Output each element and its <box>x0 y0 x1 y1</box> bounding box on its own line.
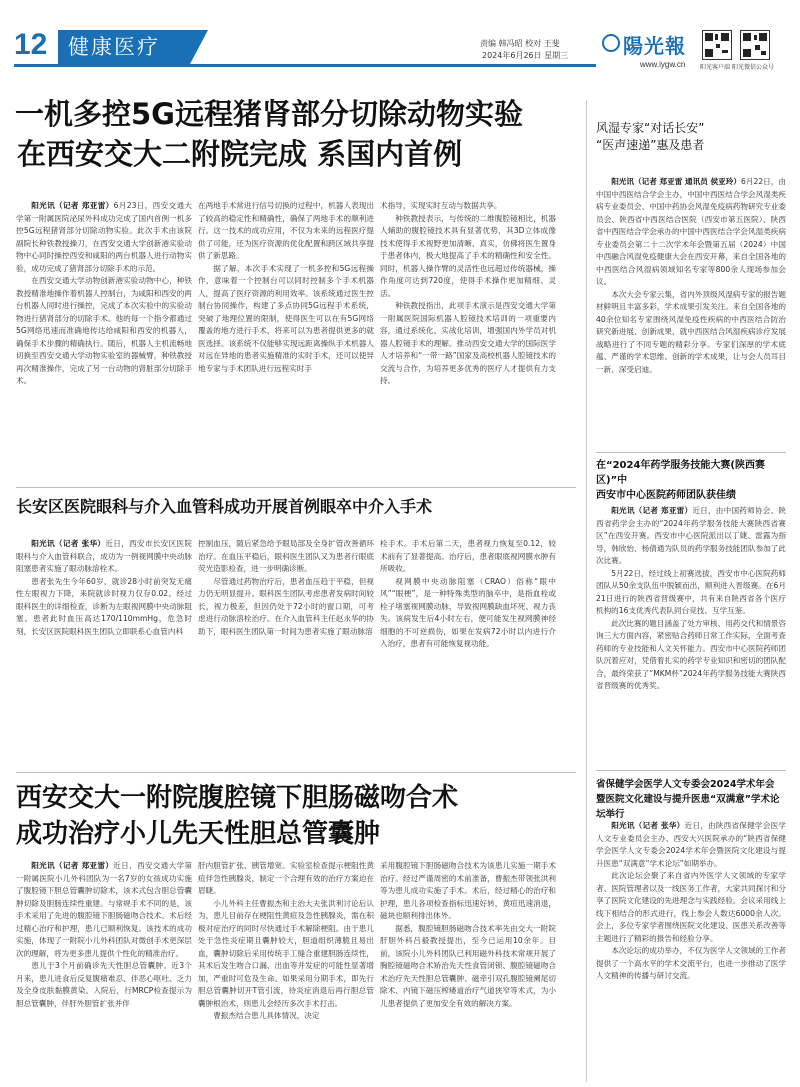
editors-credit: 责编 韩冯昭 校对 王斐 <box>480 39 560 48</box>
divider <box>596 452 786 453</box>
side2-body: 阳光讯（记者 郑亚雷）近日，由中国药师协会、陕西省药学会主办的“2024年药学服务技能大赛陕西省赛区”在西安开赛。西安市中心医院派出以丁婕、雷露为指导，韩欣怡、杨倩通为队员的药学服务技能团队参加了此次比赛。 5月22日，经过线上初赛选拔，西安市中心医院药师团队从50余支队伍中脱颖而出，顺利进入晋级赛。在6月21日进行的陕西省晋级赛中，共有来自陕西省各个医疗机构的16支优秀代表队同台竞技、互学互鉴。 此次比赛的题目涵盖了处方审核、用药交代和情景咨询三大方面内容，紧密贴合药师日常工作实际，全面考查药师的专业技能和人文关怀能力。西安市中心医院药师团队沉着应对，凭借着扎实的药学专业知识和密切的团队配合，最终荣获了“MKM杯”2024年药学服务技能大赛陕西省晋级赛的优秀奖。 <box>596 506 786 690</box>
article3-headline <box>16 780 581 852</box>
qr-code-icon <box>740 30 770 60</box>
qr1-label: 阳光客户端 <box>700 64 731 71</box>
site-url[interactable]: www.iygw.cn <box>640 60 686 69</box>
side1-title-line1: 风湿专家“对话长安” <box>596 121 705 135</box>
masthead-logo: 陽光報 <box>623 34 686 58</box>
side3-title-line2: 暨医院文化建设与提升医患“双满意”学术论坛举行 <box>596 794 780 820</box>
divider <box>16 487 576 488</box>
article2-column-3: 栓手术。手术后第二天，患者视力恢复至0.12，较术前有了显著提高。治疗后，患者眼底视网膜水肿有所吸收。 视网膜中央动脉阻塞（CRAO）俗称“眼中风”“眼梗”，是一种特殊类型的脑卒中，是指血栓或栓子堵塞视网膜动脉，导致视网膜缺血坏死、视力丧失。该病发生后4小时左右，便可能发生视网膜神经细胞的不可逆损伤，如果在发病72小时以内进行介入治疗，患者有可能恢复视功能。 <box>380 539 556 648</box>
article3-title-line2: 成功治疗小儿先天性胆总管囊肿 <box>16 819 381 849</box>
article1-byline: 阳光讯（记者 郑亚雷） <box>31 201 114 210</box>
side2-title-line1: 在“2024年药学服务技能大赛(陕西赛区)”中 <box>596 460 765 486</box>
article1-headline <box>15 94 580 174</box>
article2-byline: 阳光讯（记者 张华） <box>31 539 106 548</box>
side1-body: 阳光讯（记者 郑亚雷 通讯员 侯亚玲）6月22日，由中国中西医结合学会主办，中国中西医结合学会风湿类疾病专业委员会、中国中药协会风湿免疫病药物研究专业委员会、陕西省中西医结合医院（西安市第五医院）、陕西省中西医结合学会承办的中国中西医结合学会风湿类疾病专业委员会第二十二次学术年会暨第五届（2024）中国中西融合风湿免疫健康大会在西安开幕，来自全国各地的中西医结合风湿病领域知名专家等800余人现场参加会议。 本次大会专家云集，省内外顶级风湿病专家的报告题材鲜明且丰富多彩，学术成果引发关注。来自全国各地的40余位知名专家围绕风湿免疫性疾病的中西医结合防治研究新进展、创新成果，就中西医结合风湿疾病诊疗发展战略进行了不同专题的精彩分享。专家们深厚的学术底蕴、严谨的学术思维、创新的学术成果，让与会人员耳目一新、深受启迪。 <box>596 177 786 374</box>
article3-column-3: 采用腹腔镜下胆肠磁吻合技术为该患儿实施一期手术治疗。经过严谨周密的术前准备，曹振杰带领张洪利等为患儿成功实施了手术。术后，经过精心的治疗和护理，患儿各项检查指标迅速好转，黄疸迅速消退，磁块也顺利排出体外。 据悉，腹腔镜胆肠磁吻合技术率先由交大一附院肝胆外科吕毅教授提出，至今已运用10余年。目前，该院小儿外科团队已利用磁外科技术常规开展了胸腔镜磁吻合术矫治先天性食管闭锁、腹腔镜磁吻合术治疗先天性胆总管囊肿、磁牵引双孔腹腔镜阑尾切除术、内镜下磁压榨痿道治疗气道狭窄等术式，为小儿患者提供了更加安全有效的解决方案。 <box>380 861 556 1008</box>
article2-title: 长安区医院眼科与介入血管科成功开展首例眼卒中介入手术 <box>16 497 433 516</box>
article3-byline: 阳光讯（记者 郑亚雷） <box>31 861 114 870</box>
article1-title-line2: 在西安交大二附院完成 系国内首例 <box>17 137 463 171</box>
article2-column-1: 阳光讯（记者 张华）近日，西安市长安区医院眼科与介入血管科联合，成功为一例视网膜中央动脉阻塞患者实施了眼动脉溶栓术。 患者张先生今年60岁，就诊28小时前突发无痛性左眼视力下降，来院就诊时视力仅存0.02。经过眼科医生的详细检查，诊断为左眼视网膜中央动脉阻塞。患者此时血压高达170/110mmHg，危急时刻，长安区医院眼科医生团队立即联系心血管内科 <box>16 539 192 636</box>
article3-column-2: 肝内胆管扩张、胰管增宽。实验室检查提示梗阻性黄疸伴急性胰腺炎，制定一个合理有效的治疗方案迫在眉睫。 小儿外科主任曹振杰和主治大夫张洪利讨论后认为，患儿目前存在梗阻性黄疸及急性胰腺炎，需在积极对症治疗的同时尽快通过手术解除梗阻。由于患儿处于急性炎症期且囊肿较大，胆道组织薄脆且易出血，囊肿切除后采用传统手工缝合重建胆肠连续性，其术后发生吻合口漏、出血等并发症的可能性显著增加，严重时可危及生命。如果采用分期手术，即先行胆总管囊肿切开T管引流，待炎症消退后再行胆总管囊肿根治术，则患儿会经历多次手术打击。 曹振杰结合患儿具体情况，决定 <box>198 861 374 1020</box>
side2-byline: 阳光讯（记者 郑亚雷） <box>611 506 693 515</box>
divider <box>16 772 576 773</box>
side1-byline: 阳光讯（记者 郑亚雷 通讯员 侯亚玲） <box>611 177 742 186</box>
article1-title-line1: 一机多控5G远程猪肾部分切除动物实验 <box>15 97 523 131</box>
page-number: 12 <box>14 28 48 61</box>
side3-body: 阳光讯（记者 张华）近日，由陕西省保健学会医学人文专业委员会主办、西安大兴医院承办的“陕西省保健学会医学人文专委会2024学术年会暨医院文化建设与提升医患“双满意”学术论坛”如期举办。 此次论坛会聚了来自省内外医学人文领域的专家学者、医院管理者以及一线医务工作者，大家共同探讨和分享了医院文化建设的先进理念与实践经验。会议采用线上线下相结合的形式进行，线上参会人数达6000余人次。会上，多位专家学者围绕医院文化建设、医患关系改善等主题进行了精彩的报告和经验分享。 本次论坛的成功举办，不仅为医学人文领域的工作者提供了一个高水平的学术交流平台，也进一步推动了医学人文精神的传播与研讨交流。 <box>596 821 786 980</box>
divider <box>596 770 786 771</box>
masthead-seal-icon <box>602 34 620 52</box>
header-underline <box>14 64 596 67</box>
article1-column-2: 在两地手术常进行信号切换的过程中，机器人表现出了较高的稳定性和精确性，确保了两地手术的顺利进行。这一技术的成功应用，不仅为未来的远程医疗提供了可能，还为医疗资源的优化配置和跨区域共享提供了新思路。 据了解，本次手术实现了一机多控和5G远程操作，意味着一个控制台可以同时控制多个手术机器人，提高了医疗资源的利用效率。该系统通过医生控制台协同操作，构建了多点协同5G远程手术系统，突破了地理位置的限制，使得医生可以在有5G网络覆盖的地方进行手术，将来可以为患者提供更多的就医选择。该系统不仅能够实现远距离操纵手术机器人对远在异地的患者实施精准的实时手术，还可以使异地专家与手术团队进行远程实时手 <box>198 201 374 373</box>
side1-title-line2: “医声速递”惠及患者 <box>596 138 705 152</box>
side3-headline <box>596 777 788 822</box>
qr2-label: 阳光微信公众号 <box>732 64 775 71</box>
side2-title-line2: 西安市中心医院药师团队获佳绩 <box>596 490 736 501</box>
section-title: 健康医疗 <box>68 35 160 59</box>
page-header <box>0 0 800 80</box>
article1-column-3: 术指导，实现实时互动与数据共享。 种铁教授表示，与传统的二维腹腔镜相比，机器人辅助的腹腔镜技术具有显著优势，其3D立体成像技术使得手术视野更加清晰、真实，仿佛将医生置身于患者体内，极大地提高了手术的精确性和安全性。同时，机器人操作臂的灵活性也远超过传统器械，操作角度可达到720度，使得手术操作更加精细、灵活。 种铁教授指出，此项手术演示是西安交通大学第一附属医院国际机器人腔镜技术培训的一项重要内容，通过系统化、实战化培训，增强国内外学员对机器人腔镜手术的理解。推动西安交通大学的国际医学人才培养和“一带一路”国家及高校机器人腔镜技术的交流与合作，为培养更多优秀的医疗人才提供有力支持。 <box>380 201 556 385</box>
article3-title-line1: 西安交大一附院腹腔镜下胆肠磁吻合术 <box>16 783 459 813</box>
sidebar-separator <box>586 100 587 1082</box>
article3-column-1: 阳光讯（记者 郑亚雷）近日，西安交通大学第一附属医院小儿外科团队为一名7岁的女孩成功实施了腹腔镜下胆总管囊肿切除术，该术式包含胆总管囊肿切除及胆肠连续性重建。与常规手术不同的是，该手术采用了先进的腹腔镜下胆肠磁吻合技术。术后经过精心治疗和护理，患儿已顺利恢复。该技术的成功实施，体现了一附院小儿外科团队对微创手术更深层次的理解，将为更多患儿提供个性化的精准治疗。 患儿于3个月前确诊先天性胆总管囊肿。近3个月来，患儿进食后反复腹痛难忍、伴恶心呕吐、乏力及全身皮肤黏膜黄染。入院后，行MRCP检查提示为胆总管囊肿，伴肝外胆管扩张并伴 <box>16 861 192 1008</box>
article1-column-1: 阳光讯（记者 郑亚雷）6月23日，西安交通大学第一附属医院泌尿外科成功完成了国内首例一机多控5G远程猪肾部分切除动物实验。此次手术由该院副院长种铁教授操刀，在西安交通大学创新港实验动物中心同时操控西安和咸阳的两台机器人进行动物实验，成功完成了猪肾部分切除手术的示范。 在西安交通大学动物创新港实验动物中心，种铁教授精准地操作着机器人控制台，为咸阳和西安的两台机器人同时进行操控，完成了本次实验中的实验动物进行猪肾部分的切除手术。他的每一个指令都通过5G网络迅速而准确地传达给咸阳和西安的机器人，确保手术步骤的精确执行。随后，机器人主机流畅地切换至西安交通大学动物实验室的器械臂，种铁教授再次精准操作，完成了另一台动物的肾脏部分切除手术。 <box>16 201 192 385</box>
side3-byline: 阳光讯（记者 张华） <box>611 821 685 830</box>
side2-headline <box>596 458 788 503</box>
article2-column-2: 控制血压，随后紧急给予眼局部及全身扩管改善循环治疗。在血压平稳后，眼科医生团队又为患者行眼底荧光造影检查，进一步明确诊断。 尽管通过药物治疗后，患者血压趋于平稳，但视力仍无明显提升。眼科医生团队考虑患者发病时间较长，视力极差，但因仍处于72小时的窗口期，可考虑进行动脉溶栓治疗。在介入血管科主任赵永华的协助下，眼科医生团队第一时间为患者实施了眼动脉溶 <box>198 539 374 636</box>
issue-date: 2024年6月26日 星期三 <box>482 51 569 60</box>
side1-headline <box>596 120 786 154</box>
qr-code-icon <box>702 30 732 60</box>
side3-title-line1: 省保健学会医学人文专委会2024学术年会 <box>596 779 775 790</box>
